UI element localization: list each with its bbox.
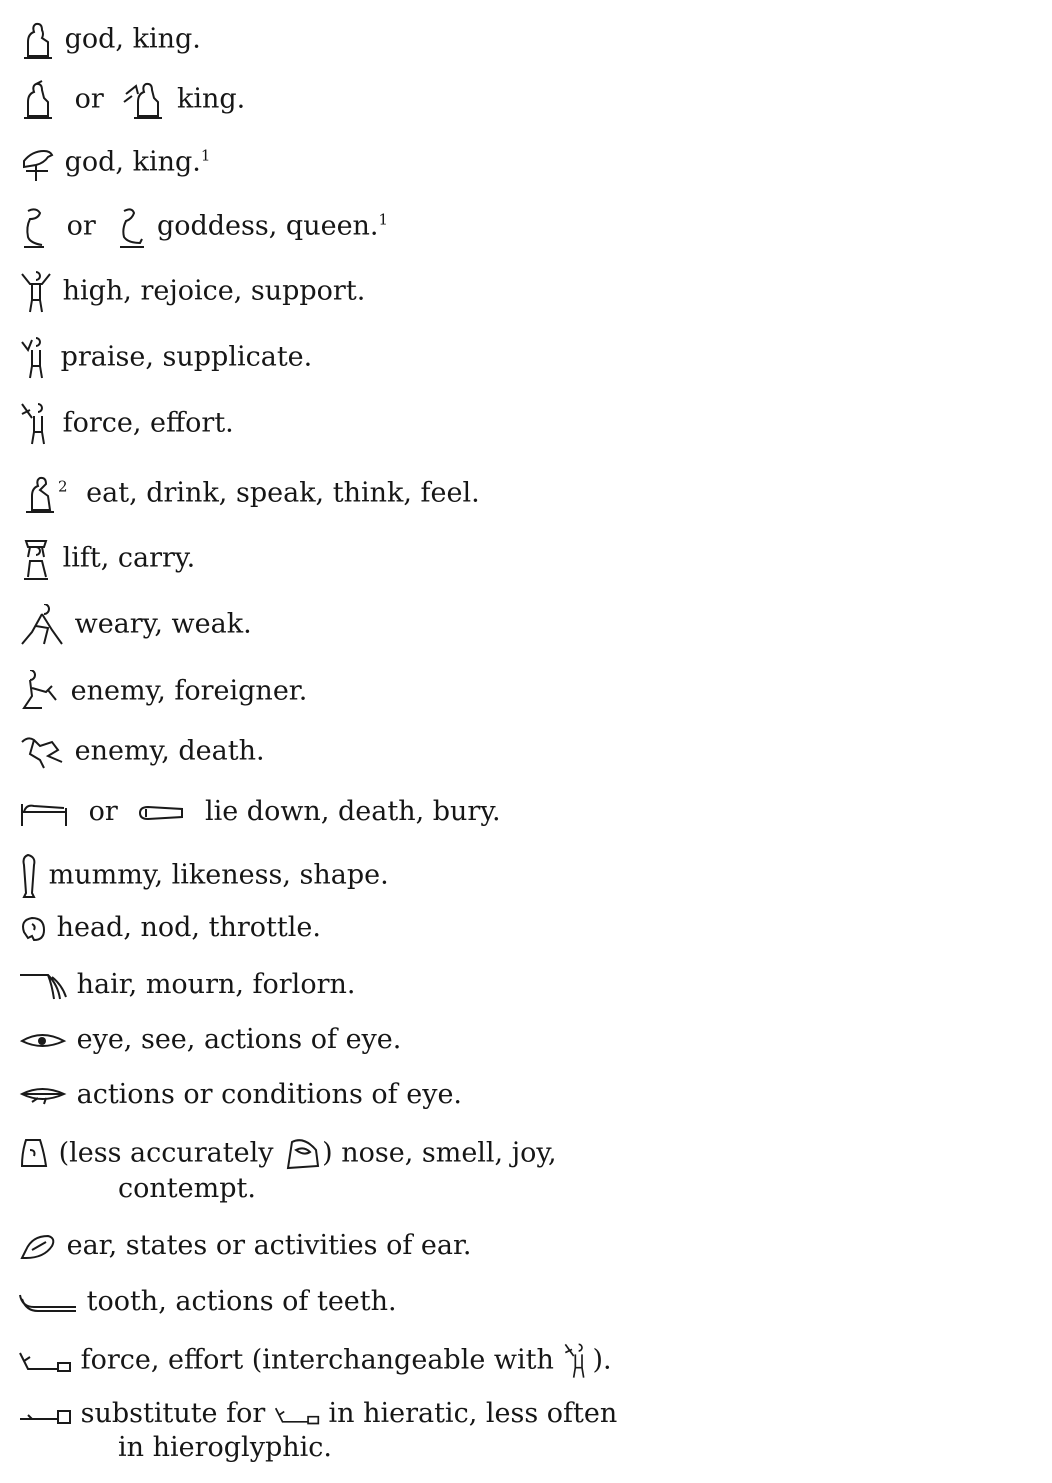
seated-god-glyph-icon [18, 20, 56, 60]
entry-goddess-queen [18, 205, 618, 249]
man-fallen-glyph-icon [18, 734, 66, 770]
entry-weary-weak [18, 604, 618, 646]
bound-captive-glyph-icon [18, 670, 62, 714]
mummy-lying-glyph-icon [136, 803, 186, 823]
entry-text: (less accurately [58, 1137, 274, 1169]
entry-hair [18, 968, 618, 1002]
seated-goddess-glyph-icon [114, 205, 148, 249]
or-word: or [88, 796, 118, 827]
arm-hieratic-glyph-icon [18, 1405, 72, 1425]
entry-text: actions or conditions of eye. [76, 1079, 463, 1110]
man-praising-glyph-icon [18, 336, 52, 380]
falcon-on-standard-glyph-icon [18, 143, 56, 183]
entry-king [18, 80, 618, 120]
entry-text: goddess, queen. [156, 210, 379, 242]
entry-text: eye, see, actions of eye. [76, 1024, 402, 1055]
entry-text: god, king. [64, 146, 201, 178]
entry-text-2: ). [592, 1344, 612, 1376]
head-profile-glyph-icon [18, 914, 48, 944]
entry-text: ear, states or activities of ear. [66, 1230, 472, 1261]
entry-praise [18, 336, 618, 380]
entry-text: tooth, actions of teeth. [86, 1286, 397, 1317]
standing-mummy-glyph-icon [18, 853, 40, 899]
arm-with-stick-glyph-icon [274, 1404, 320, 1426]
entry-text: substitute for [80, 1398, 266, 1429]
entry-substitute [18, 1397, 618, 1465]
entry-eat-drink [18, 474, 618, 514]
man-arms-raised-glyph-icon [18, 270, 54, 314]
entry-text-2: ) nose, smell, joy, [322, 1137, 557, 1169]
entry-text: eat, drink, speak, think, feel. [86, 477, 480, 509]
entry-god-king-falcon [18, 143, 618, 183]
entry-text: king. [176, 83, 246, 115]
or-word: or [66, 210, 96, 242]
man-carrying-basket-glyph-icon [18, 537, 54, 581]
entry-text: high, rejoice, support. [62, 275, 366, 307]
entry-text: hair, mourn, forlorn. [76, 969, 356, 1000]
entry-tooth [18, 1285, 618, 1319]
entry-enemy-death [18, 734, 618, 770]
entry-continuation: in hieroglyphic. [118, 1432, 332, 1463]
footnote-marker: 2 [58, 477, 68, 496]
entry-text: enemy, death. [74, 735, 265, 767]
face-glyph-icon [282, 1136, 322, 1172]
eye-glyph-icon [18, 1029, 68, 1053]
entry-mummy-likeness [18, 853, 618, 899]
entry-eye [18, 1023, 618, 1057]
man-with-stick-glyph-icon [18, 402, 54, 446]
arm-with-stick-glyph-icon [18, 1349, 72, 1373]
entry-force-effort [18, 402, 618, 446]
or-word: or [74, 83, 104, 115]
entry-lift-carry [18, 537, 618, 581]
entry-text: enemy, foreigner. [70, 675, 308, 707]
lock-of-hair-glyph-icon [18, 971, 68, 1001]
entry-actions-of-eye [18, 1078, 618, 1112]
entry-force-interchangeable [18, 1341, 618, 1381]
man-sinking-glyph-icon [18, 604, 66, 646]
entry-lie-down [18, 795, 618, 829]
cobra-glyph-icon [18, 205, 48, 249]
entry-enemy-foreigner [18, 670, 618, 714]
entry-nose-smell [18, 1136, 618, 1206]
entry-text: lie down, death, bury. [204, 796, 501, 827]
footnote-marker: 1 [200, 146, 211, 165]
man-with-stick-glyph-icon [562, 1341, 592, 1381]
entry-god-king [18, 20, 618, 60]
man-hand-to-mouth-glyph-icon [18, 474, 58, 514]
entry-text: force, effort. [62, 407, 234, 439]
entry-text-2: in hieratic, less often [328, 1398, 618, 1429]
bier-glyph-icon [18, 798, 70, 828]
entry-text: lift, carry. [62, 542, 196, 574]
entry-continuation: contempt. [118, 1173, 256, 1204]
entry-head-nod [18, 911, 618, 945]
footnote-marker: 1 [378, 210, 389, 229]
entry-text: force, effort (interchangeable with [80, 1344, 554, 1376]
ear-glyph-icon [18, 1232, 58, 1262]
entry-text: mummy, likeness, shape. [48, 859, 389, 891]
seated-king-glyph-icon [18, 80, 56, 120]
king-with-flail-glyph-icon [122, 80, 168, 120]
entry-text: god, king. [64, 23, 201, 55]
entry-ear [18, 1229, 618, 1263]
entry-high-rejoice [18, 270, 618, 314]
nose-glyph-icon [18, 1136, 50, 1172]
painted-eye-glyph-icon [18, 1084, 68, 1108]
tusk-glyph-icon [18, 1293, 78, 1313]
entry-text: praise, supplicate. [60, 341, 313, 373]
entry-text: weary, weak. [74, 608, 252, 640]
entry-text: head, nod, throttle. [56, 912, 321, 943]
